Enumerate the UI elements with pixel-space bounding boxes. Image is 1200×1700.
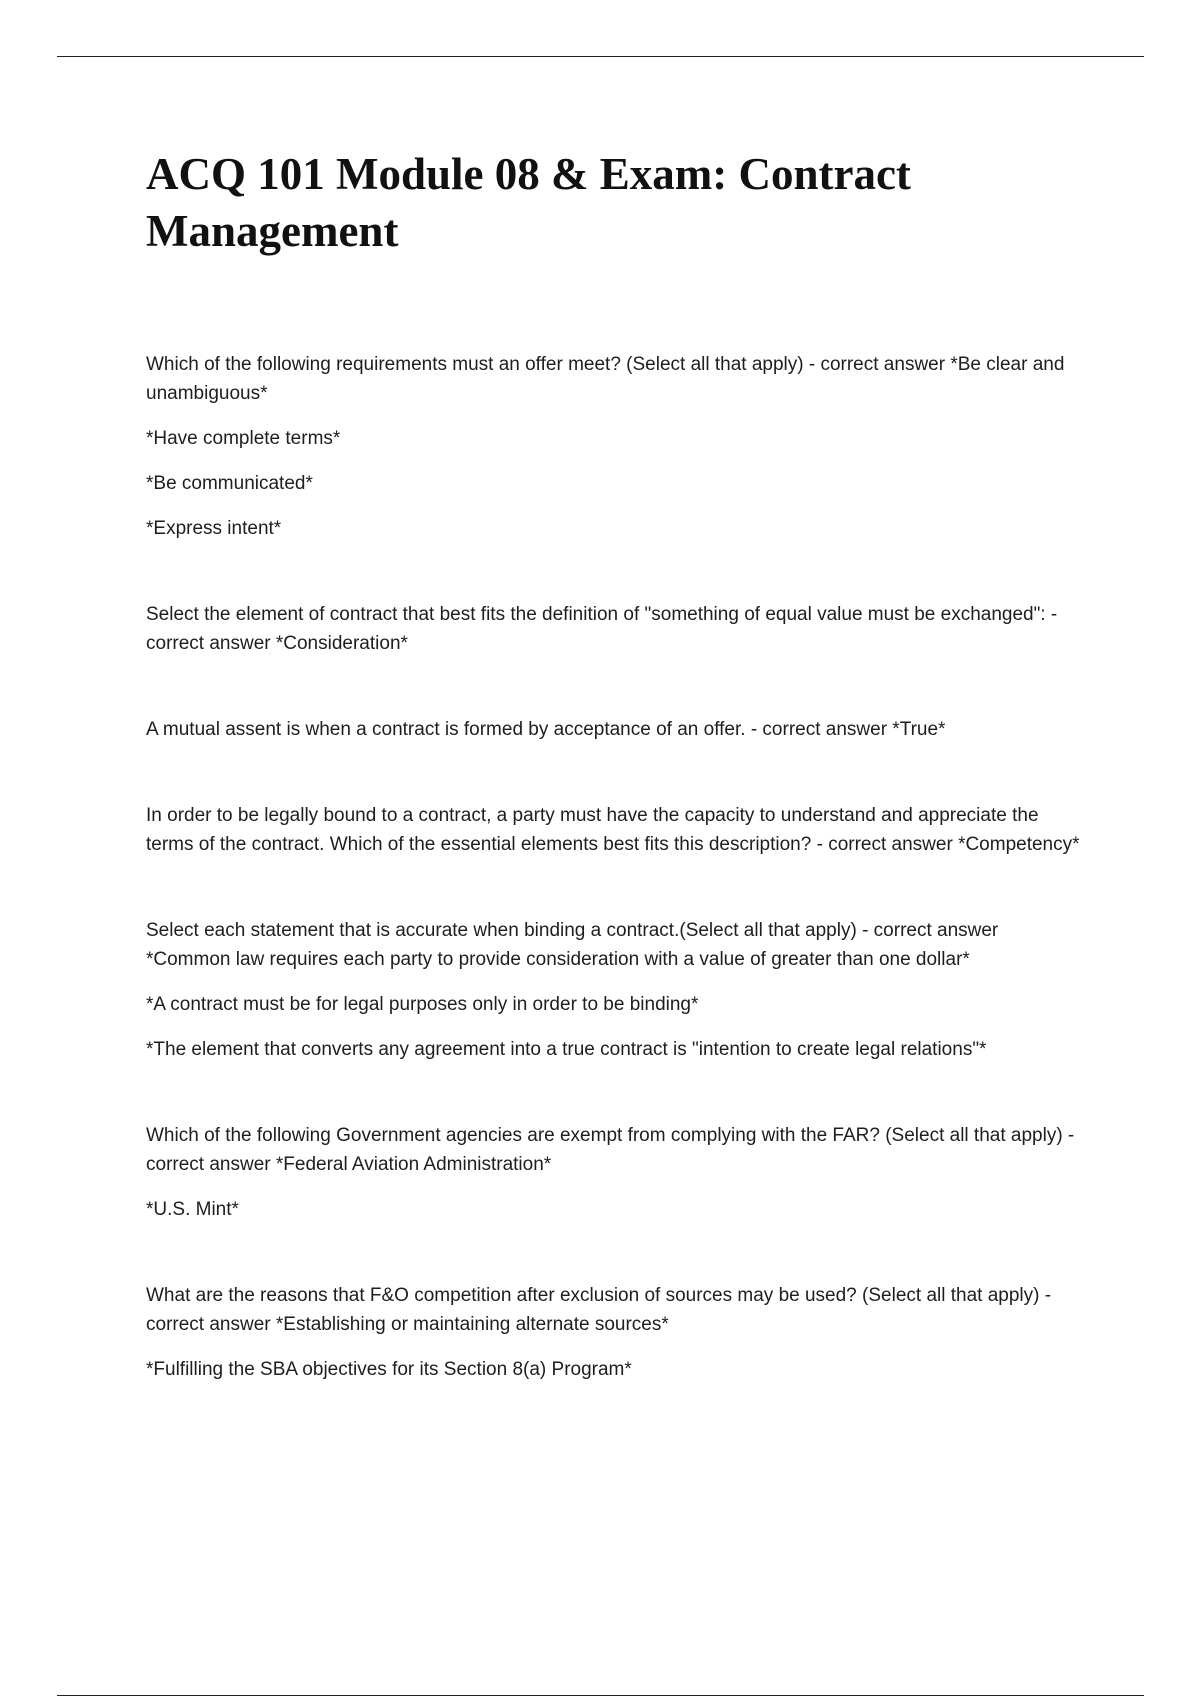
- qa-item-3: [146, 715, 1086, 744]
- question-7: What are the reasons that F&O competition after exclusion of sources may be used? (Select all that apply) - correct answer *Establishing or maintaining alternate sources*: [146, 1285, 1052, 1335]
- answer-line: *Have complete terms*: [146, 428, 341, 449]
- qa-item-5: [146, 916, 1086, 1064]
- question-4: In order to be legally bound to a contract, a party must have the capacity to understand and appreciate the terms of the contract. Which of the essential elements best fits this description? - correct answer *Competency*: [146, 805, 1080, 855]
- question-3: A mutual assent is when a contract is formed by acceptance of an offer. - correct answer *True*: [146, 719, 946, 740]
- qa-item-2: [146, 600, 1086, 658]
- bottom-rule: [57, 1695, 1144, 1696]
- question-2: Select the element of contract that best fits the definition of "something of equal value must be exchanged": - correct answer *Consideration*: [146, 604, 1058, 654]
- qa-item-4: [146, 801, 1086, 859]
- question-1: Which of the following requirements must an offer meet? (Select all that apply) - correct answer *Be clear and unambiguous*: [146, 354, 1065, 404]
- answer-line: *Fulfilling the SBA objectives for its Section 8(a) Program*: [146, 1359, 632, 1380]
- answer-line: *Be communicated*: [146, 473, 313, 494]
- answer-line: *Express intent*: [146, 518, 282, 539]
- question-5: Select each statement that is accurate when binding a contract.(Select all that apply) - correct answer *Common law requires each party to provide consideration with a value of greater than one dollar*: [146, 920, 999, 970]
- qa-item-7: [146, 1281, 1086, 1384]
- qa-item-6: [146, 1121, 1086, 1224]
- document-body: [146, 146, 1086, 1441]
- question-6: Which of the following Government agencies are exempt from complying with the FAR? (Select all that apply) - correct answer *Federal Aviation Administration*: [146, 1125, 1075, 1175]
- answer-line: *U.S. Mint*: [146, 1199, 239, 1220]
- answer-line: *A contract must be for legal purposes only in order to be binding*: [146, 994, 699, 1015]
- top-rule: [57, 56, 1144, 57]
- qa-item-1: [146, 350, 1086, 543]
- document-title: ACQ 101 Module 08 & Exam: Contract Management: [146, 149, 911, 256]
- answer-line: *The element that converts any agreement into a true contract is "intention to create legal relations"*: [146, 1039, 987, 1060]
